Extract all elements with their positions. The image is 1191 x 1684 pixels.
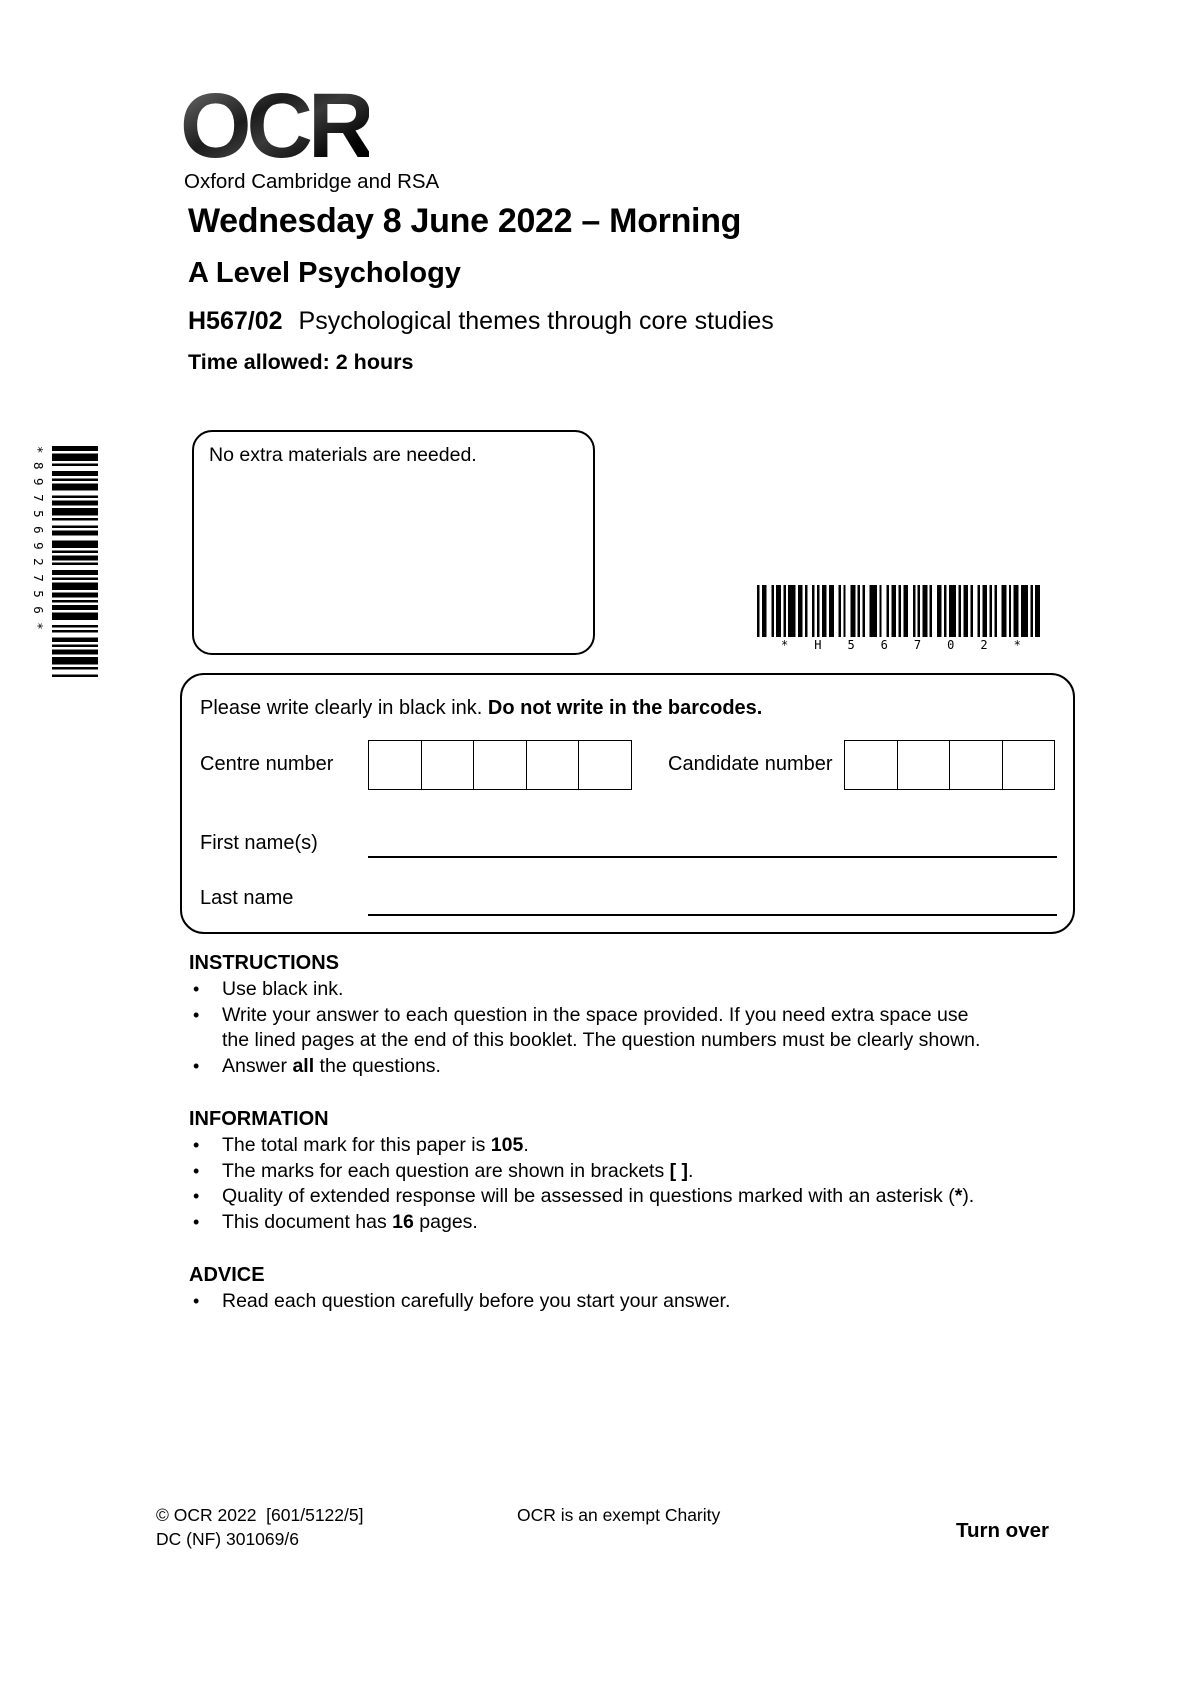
number-cell	[527, 741, 580, 789]
bullet-item: • The marks for each question are shown in brackets [ ].	[189, 1159, 1037, 1185]
number-cell	[369, 741, 422, 789]
advice-heading: ADVICE	[189, 1264, 265, 1286]
turn-over-label: Turn over	[955, 1519, 1049, 1542]
number-cell	[950, 741, 1003, 789]
instructions-list	[189, 977, 1037, 1079]
instruction-bold-text: Do not write in the barcodes.	[487, 697, 763, 719]
left-barcode-bars-icon	[52, 446, 98, 677]
number-cell	[579, 741, 631, 789]
left-barcode-serial: *8975692756*	[31, 446, 46, 639]
number-cell	[845, 741, 898, 789]
footer-copyright: © OCR 2022 [601/5122/5]	[156, 1505, 364, 1525]
number-cell	[422, 741, 475, 789]
last-name-label: Last name	[200, 887, 294, 909]
centre-number-grid	[368, 740, 632, 790]
number-cell	[898, 741, 951, 789]
advice-section	[189, 1262, 1037, 1315]
instructions-heading: INSTRUCTIONS	[189, 952, 339, 974]
candidate-number-grid	[844, 740, 1055, 790]
ocr-tagline: Oxford Cambridge and RSA	[184, 170, 440, 193]
centre-number-label: Centre number	[200, 753, 334, 775]
information-heading: INFORMATION	[189, 1108, 329, 1130]
materials-text: No extra materials are needed.	[209, 444, 477, 466]
information-list	[189, 1133, 1037, 1235]
information-section	[189, 1106, 1037, 1235]
number-cell	[474, 741, 527, 789]
first-name-line	[368, 856, 1057, 858]
last-name-line	[368, 914, 1057, 916]
right-barcode-code: *H56702*	[781, 638, 1047, 652]
right-barcode	[757, 585, 1047, 652]
bullet-item: • Use black ink.	[189, 977, 1037, 1003]
write-clearly-instruction	[200, 697, 762, 720]
ocr-logo: OCR	[180, 75, 370, 177]
instruction-plain-text: Please write clearly in black ink.	[200, 697, 488, 719]
bullet-item: • Answer all the questions.	[189, 1054, 1037, 1080]
exam-date-title: Wednesday 8 June 2022 – Morning	[188, 202, 742, 240]
candidate-details-box	[180, 673, 1075, 934]
bullet-item: • Write your answer to each question in the space provided. If you need extra space use the lined pages at the end of this booklet. The question numbers must be clearly shown.	[189, 1003, 1037, 1054]
footer-doc-reference: DC (NF) 301069/6	[156, 1529, 299, 1549]
bullet-item: • Quality of extended response will be assessed in questions marked with an asterisk (*).	[189, 1184, 1037, 1210]
candidate-number-label: Candidate number	[668, 753, 833, 775]
time-allowed: Time allowed: 2 hours	[188, 350, 414, 374]
number-cell	[1003, 741, 1055, 789]
footer-charity-note: OCR is an exempt Charity	[517, 1505, 721, 1525]
qualification-title: A Level Psychology	[188, 257, 461, 289]
paper-code: H567/02	[188, 307, 283, 335]
paper-title-line	[188, 307, 774, 336]
instructions-section	[189, 950, 1037, 1079]
bullet-item: • This document has 16 pages.	[189, 1210, 1037, 1236]
first-name-label: First name(s)	[200, 832, 318, 854]
bullet-item: • The total mark for this paper is 105.	[189, 1133, 1037, 1159]
advice-list	[189, 1289, 1037, 1315]
bullet-item: • Read each question carefully before you start your answer.	[189, 1289, 1037, 1315]
materials-box	[192, 430, 595, 655]
right-barcode-bars-icon	[757, 585, 1040, 637]
paper-title: Psychological themes through core studies	[298, 307, 774, 335]
